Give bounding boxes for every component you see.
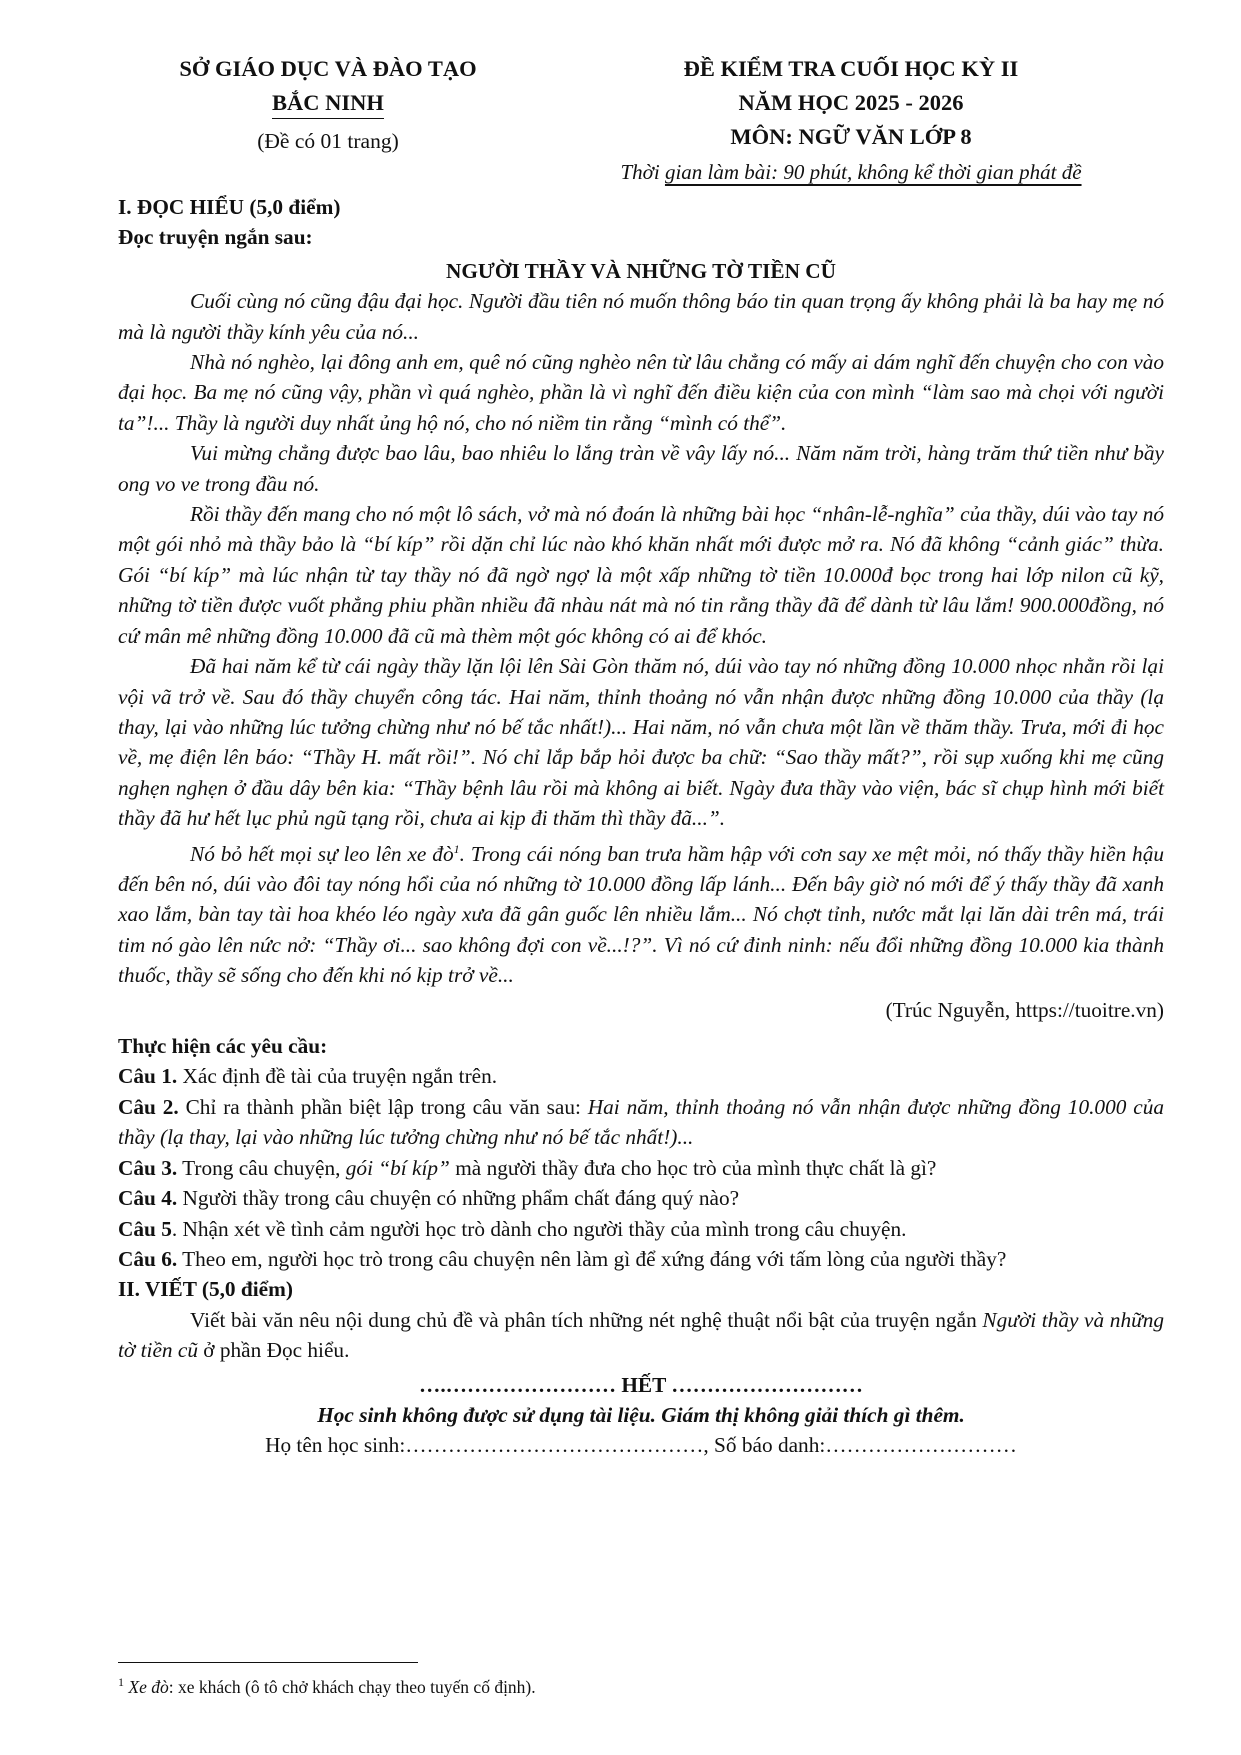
story-paragraph: Vui mừng chẳng được bao lâu, bao nhiêu lo lắng tràn về vây lấy nó... Năm năm trời, hàng trăm thứ tiền như bầy ong vo ve trong đầu nó. — [118, 441, 1164, 496]
exam-header — [118, 52, 1164, 192]
story-paragraph: Nhà nó nghèo, lại đông anh em, quê nó cũng nghèo nên từ lâu chẳng có mấy ai dám nghĩ đến chuyện cho con vào đại học. Ba mẹ nó cũng vậy, phần vì quá nghèo, phần là vì nghĩ đến điều kiện của con mình “làm sao mà chọi với người ta”!... Thầy là người duy nhất ủng hộ nó, cho nó niềm tin rằng “mình có thể”. — [118, 350, 1164, 435]
story-source: (Trúc Nguyễn, https://tuoitre.vn) — [885, 997, 1164, 1022]
header-left — [118, 52, 538, 156]
header-right — [538, 52, 1164, 190]
writing-prompt: Viết bài văn nêu nội dung chủ đề và phân tích những nét nghệ thuật nổi bật của truyện ngắn Người thầy và những tờ tiền cũ ở phần Đọc hiểu. — [118, 1307, 1164, 1363]
footnote-term: Xe đò — [128, 1676, 169, 1697]
time-allowed: Thời gian làm bài: 90 phút, không kể thời gian phát đề — [620, 160, 1082, 184]
department-name: SỞ GIÁO DỤC VÀ ĐÀO TẠO — [179, 56, 477, 81]
story-title: NGƯỜI THẦY VÀ NHỮNG TỜ TIỀN CŨ — [445, 258, 837, 283]
story-paragraph: Rồi thầy đến mang cho nó một lô sách, vở mà nó đoán là những bài học “nhân-lễ-nghĩa” của thầy, dúi vào tay nó một gói nhỏ mà thầy bảo là “bí kíp” rồi dặn chỉ lúc nào khó khăn nhất mới được mở ra. Nó đã không “cảnh giác” thừa. Gói “bí kíp” mà lúc nhận từ tay thầy nó đã ngờ ngợ là một xấp những tờ tiền 10.000đ bọc trong hai lớp nilon cũ kỹ, những tờ tiền được vuốt phẳng phiu phần nhiều đã nhàu nát mà nó tin rằng thầy đã để dành từ lâu lắm! 900.000đồng, nó cứ mân mê những đồng 10.000 đã cũ mà thèm một góc không có ai để khóc. — [118, 502, 1164, 648]
section1-heading: I. ĐỌC HIỂU (5,0 điểm) — [118, 195, 341, 219]
student-info-line: Họ tên học sinh:……………………………………, Số báo danh:……………………… — [265, 1433, 1017, 1458]
page-count-note: (Đề có 01 trang) — [257, 129, 399, 153]
story-paragraph: Đã hai năm kể từ cái ngày thầy lặn lội lên Sài Gòn thăm nó, dúi vào tay nó những đồng 10.000 nhọc nhằn rồi lại vội vã trở về. Sau đó thầy chuyển công tác. Hai năm, thỉnh thoảng nó vẫn nhận được những đồng 10.000 của thầy (lạ thay, lại vào những lúc tưởng chừng như nó bế tắc nhất!)... Hai năm, nó vẫn chưa một lần về thăm thầy. Trưa, mới đi học về, mẹ điện lên báo: “Thầy H. mất rồi!”. Nó chỉ lắp bắp hỏi được ba chữ: “Sao thầy mất?”, rồi sụp xuống khi mẹ cũng nghẹn nghẹn ở đầu dây bên kia: “Thầy bệnh lâu rồi mà không ai biết. Ngày đưa thầy vào viện, bác sĩ chụp hình mới biết thầy đã hư hết lục phủ ngũ tạng rồi, chưa ai kịp đi thăm thì thầy đã...”. — [118, 654, 1164, 831]
question-6: Câu 6. Theo em, người học trò trong câu chuyện nên làm gì để xứng đáng với tấm lòng của người thầy? — [118, 1246, 1007, 1271]
footnote-text: : xe khách (ô tô chở khách chạy theo tuyến cố định). — [168, 1676, 536, 1697]
exam-title: ĐỀ KIỂM TRA CUỐI HỌC KỲ II — [683, 56, 1019, 81]
section2-heading: II. VIẾT (5,0 điểm) — [118, 1277, 293, 1302]
reading-instruction: Đọc truyện ngắn sau: — [118, 225, 313, 250]
time-allowed-underlined: gian làm bài: 90 phút, không kể thời gian phát đề — [664, 160, 1082, 184]
footnote-reference: 1 — [453, 841, 460, 856]
question-2: Câu 2. Chỉ ra thành phần biệt lập trong câu văn sau: Hai năm, thỉnh thoảng nó vẫn nhận được những đồng 10.000 của thầy (lạ thay, lại vào những lúc tưởng chừng như nó bế tắc nhất!)... — [118, 1094, 1164, 1150]
tasks-heading: Thực hiện các yêu cầu: — [118, 1034, 328, 1059]
footnote: $^1$ Xe đò: xe khách (ô tô chở khách chạy theo tuyến cố định). — [118, 1675, 536, 1697]
school-year: NĂM HỌC 2025 - 2026 — [738, 90, 964, 115]
end-marker: ….…………………… HẾT ……………………… — [419, 1372, 863, 1397]
province-name: BẮC NINH — [272, 88, 384, 119]
subject-title: MÔN: NGỮ VĂN LỚP 8 — [730, 124, 972, 149]
story-text — [118, 286, 1164, 990]
question-5: Câu 5. Nhận xét về tình cảm người học trò dành cho người thầy của mình trong câu chuyện. — [118, 1216, 907, 1241]
story-paragraph: Cuối cùng nó cũng đậu đại học. Người đầu tiên nó muốn thông báo tin quan trọng ấy không phải là ba hay mẹ nó mà là người thầy kính yêu của nó... — [118, 289, 1164, 344]
question-3: Câu 3. Trong câu chuyện, gói “bí kíp” mà người thầy đưa cho học trò của mình thực chất là gì? — [118, 1155, 937, 1180]
exam-page — [118, 52, 1164, 1461]
story-paragraph-last: Nó bỏ hết mọi sự leo lên xe $đò^1$. Trong cái nóng ban trưa hầm hập với cơn say xe mệt mỏi, nó thấy thầy hiền hậu đến bên nó, dúi vào đôi tay nóng hổi của nó những tờ 10.000 đồng lấp lánh... Đến bây giờ nó mới để ý thấy thầy đã xanh xao lắm, bàn tay tài hoa khéo léo ngày xưa đã gân guốc lên nhiều lắm... Nó chợt tỉnh, nước mắt lại lăn dài trên má, trái tim nó gào lên nức nở: “Thầy ơi... sao không đợi con về...!?”. Vì nó cứ đinh ninh: nếu đổi những đồng 10.000 kia thành thuốc, thầy sẽ sống cho đến khi nó kịp trở về... — [118, 841, 1164, 988]
question-4: Câu 4. Người thầy trong câu chuyện có những phẩm chất đáng quý nào? — [118, 1186, 740, 1211]
question-1: Câu 1. Xác định đề tài của truyện ngắn trên. — [118, 1064, 498, 1089]
footnote-divider — [118, 1662, 418, 1663]
proctor-note: Học sinh không được sử dụng tài liệu. Giám thị không giải thích gì thêm. — [317, 1402, 965, 1427]
